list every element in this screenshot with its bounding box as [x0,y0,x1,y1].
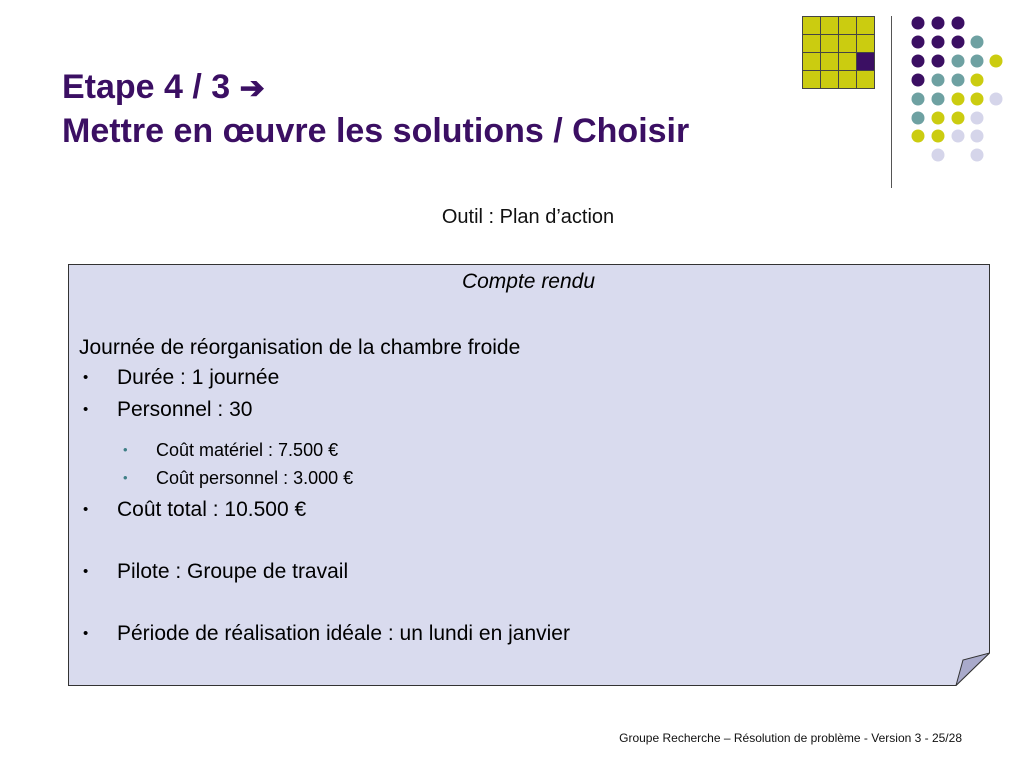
grid-cell [839,17,857,35]
dot [912,36,925,49]
sub-list-item [79,468,978,488]
dot [971,130,984,143]
dot [912,93,925,106]
report-sublist [79,440,978,488]
dot [932,149,945,162]
dot [971,149,984,162]
item-staff: Personnel : 30 [117,398,253,421]
item-material-cost: Coût matériel : 7.500 € [156,440,339,460]
grid-cell [821,53,839,71]
dot [912,74,925,87]
right-arrow-icon: ➔ [239,72,265,105]
dot [952,130,965,143]
grid-cell [803,17,821,35]
bullet: • [83,625,89,642]
report-list [79,366,978,422]
dot [932,74,945,87]
list-item [79,498,978,522]
dot [952,36,965,49]
title-step: Etape 4 / 3 [62,68,231,106]
dot [990,55,1003,68]
slide-footer: Groupe Recherche – Résolution de problème - Version 3 - 25/28 [619,731,962,745]
report-intro: Journée de réorganisation de la chambre froide [79,336,521,359]
grid-cell [839,53,857,71]
dot [971,112,984,125]
dot [932,36,945,49]
bullet: • [123,442,128,457]
dot [952,93,965,106]
bullet: • [83,563,89,580]
report-list-2 [79,498,978,646]
list-item [79,622,978,646]
dot [971,74,984,87]
title-line-2: Mettre en œuvre les solutions / Choisir [62,112,690,150]
dot [990,93,1003,106]
sub-list-item [79,440,978,460]
grid-cell [821,17,839,35]
grid-cell [803,53,821,71]
decorative-grid [802,16,875,89]
item-pilot: Pilote : Groupe de travail [117,560,349,583]
item-staff-cost: Coût personnel : 3.000 € [156,468,354,488]
dot [952,74,965,87]
grid-cell [803,35,821,53]
title-line-1 [62,66,689,110]
vertical-divider [891,16,892,188]
grid-cell [821,35,839,53]
dot [952,17,965,30]
grid-cell-highlight [857,53,875,71]
item-total-cost: Coût total : 10.500 € [117,498,307,521]
item-period: Période de réalisation idéale : un lundi en janvier [117,622,570,645]
dot [932,17,945,30]
list-item [79,560,978,584]
bullet: • [83,501,89,518]
dot [971,55,984,68]
bullet: • [123,470,128,485]
list-item [79,366,978,390]
subtitle: Outil : Plan d’action [441,206,615,228]
note-content [79,270,978,646]
item-duration: Durée : 1 journée [117,366,280,389]
grid-cell [857,71,875,89]
dot [912,55,925,68]
dot [932,130,945,143]
dot [971,93,984,106]
grid-cell [839,35,857,53]
grid-cell [839,71,857,89]
dot [932,112,945,125]
dot [912,17,925,30]
report-note [68,264,990,686]
slide-title [62,66,689,152]
dot [971,36,984,49]
bullet: • [83,369,89,386]
dot [952,55,965,68]
grid-cell [857,17,875,35]
dot [952,112,965,125]
dot [912,112,925,125]
dot [912,130,925,143]
list-item [79,398,978,422]
dot [932,93,945,106]
report-heading: Compte rendu [461,270,596,293]
grid-cell [857,35,875,53]
bullet: • [83,401,89,418]
grid-cell [803,71,821,89]
dot [932,55,945,68]
grid-cell [821,71,839,89]
